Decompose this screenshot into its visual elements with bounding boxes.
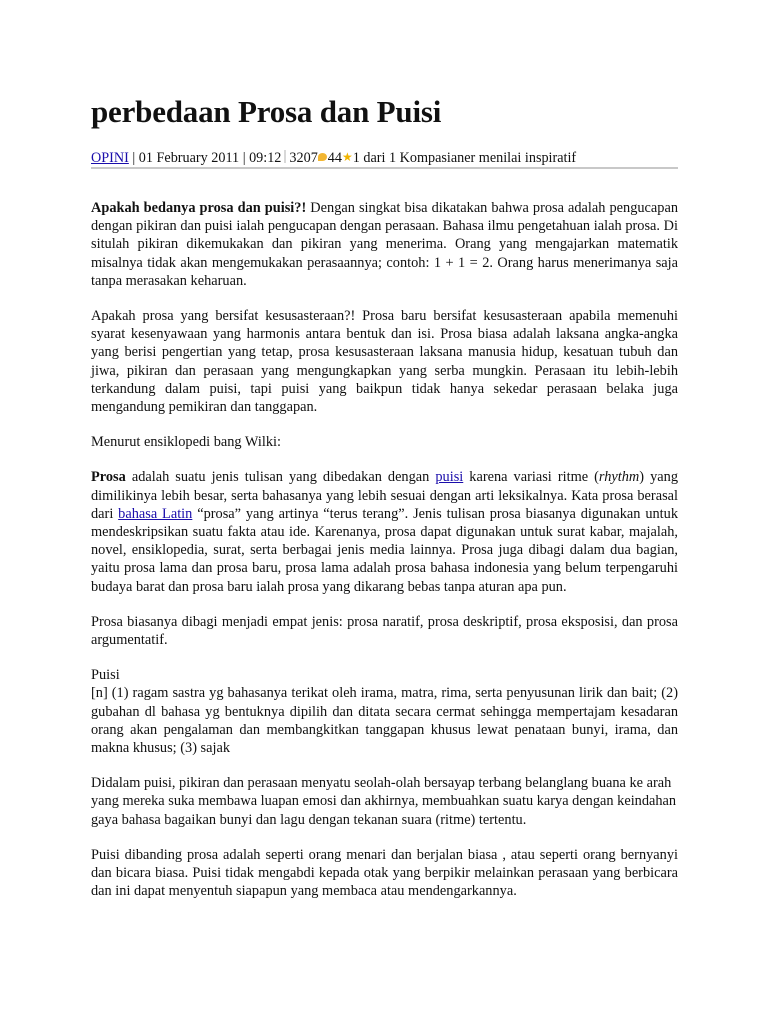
category-link[interactable]: OPINI <box>91 150 129 166</box>
bahasa-latin-link[interactable]: bahasa Latin <box>118 505 193 522</box>
puisi-heading: Puisi <box>91 667 120 684</box>
term-prosa: Prosa <box>91 469 126 486</box>
comment-bubble-icon <box>318 153 327 161</box>
paragraph: Menurut ensiklopedi bang Wilki: <box>91 434 281 451</box>
paragraph: Apakah bedanya prosa dan puisi?! Dengan singkat bisa dikatakan bahwa prosa adalah pengucapan dengan pikiran dan puisi ialah pengucapan dengan perasaan. Bahasa ilmu pengetahuan ialah prosa. Di situlah pikiran dikemukakan dan pikiran yang menerima. Orang yang mengajarkan matematik misalnya tidak akan mengemukakan perasaannya; contoh: 1 + 1 = 2. Orang harus menerimanya saja tanpa merasakan keharuan. <box>91 200 678 289</box>
meta-separator: | <box>239 150 250 166</box>
comment-count: 44 <box>327 150 342 166</box>
star-icon: ★ <box>341 150 353 164</box>
rating-text: 1 dari 1 Kompasianer menilai inspiratif <box>352 150 577 166</box>
paragraph: Apakah prosa yang bersifat kesusasteraan?! Prosa baru bersifat kesusasteraan apabila memenuhi syarat kesenyawaan yang harmonis antara bentuk dan isi. Prosa biasa adalah laksana angka-angka yang berisi pengertian yang tetap, prosa kesusasteraan laksana manusia hidup, kesatuan tubuh dan jiwa, pikiran dan perasaan yang mengungkapkan yang serba mungkin. Perasaan itu lebih-lebih terkandung dalam puisi, tapi puisi yang baikpun tidak hanya sekedar perasaan belaka juga mengandung pemikiran dan tanggapan. <box>91 308 678 416</box>
meta-separator: | <box>128 150 139 166</box>
puisi-link[interactable]: puisi <box>435 469 464 486</box>
article-meta <box>91 147 678 169</box>
rhythm-term: rhythm <box>598 469 640 486</box>
article-time: 09:12 <box>249 150 282 166</box>
article-body <box>91 199 678 918</box>
paragraph: Didalam puisi, pikiran dan perasaan menyatu seolah-olah bersayap terbang belanglang buana ke arah yang mereka suka membawa luapan emosi dan akhirnya, membuahkan suatu karya dengan keindahan gaya bahasa bagaikan bunyi dan lagu dengan tekanan suara (ritme) tertentu. <box>91 775 677 828</box>
paragraph: Puisi dibanding prosa adalah seperti orang menari dan berjalan biasa , atau seperti orang bernyanyi dan bicara biasa. Puisi tidak mengabdi kepada otak yang berpikir melainkan perasaan yang berbicara dan ini dapat menyentuh siapapun yang membaca atau mendengarkannya. <box>91 846 678 900</box>
divider-bar <box>284 150 286 163</box>
puisi-definition: [n] (1) ragam sastra yg bahasanya terikat oleh irama, matra, rima, serta penyusunan lirik dan bait; (2) gubahan dl bahasa yg bentuknya dipilih dan ditata secara cermat sehingga mempertajam kesadaran orang akan pengalaman dan membangkitkan tanggapan khusus lewat penataan bunyi, irama, dan makna khusus; (3) sajak <box>91 685 678 757</box>
view-count: 3207 <box>289 150 318 166</box>
article-title: perbedaan Prosa dan Puisi <box>91 94 442 129</box>
paragraph: Prosa biasanya dibagi menjadi empat jenis: prosa naratif, prosa deskriptif, prosa eksposisi, dan prosa argumentatif. <box>91 613 678 649</box>
article-date: 01 February 2011 <box>138 150 240 166</box>
paragraph <box>91 666 678 757</box>
paragraph-lead: Apakah bedanya prosa dan puisi?! <box>91 200 307 216</box>
paragraph: Prosa adalah suatu jenis tulisan yang dibedakan dengan puisi karena variasi ritme (rhythm) yang dimilikinya lebih besar, serta bahasanya yang lebih sesuai dengan arti leksikalnya. Kata prosa berasal dari bahasa Latin “prosa” yang artinya “terus terang”. Jenis tulisan prosa biasanya digunakan untuk mendeskripsikan suatu fakta atau ide. Karenanya, prosa dapat digunakan untuk surat kabar, majalah, novel, ensiklopedia, surat, serta berbagai jenis media lainnya. Prosa juga dibagi dalam dua bagian, yaitu prosa lama dan prosa baru, prosa lama adalah prosa bahasa indonesia yang belum terpengaruhi budaya barat dan prosa baru ialah prosa yang dikarang bebas tanpa aturan apa pun. <box>91 469 678 595</box>
